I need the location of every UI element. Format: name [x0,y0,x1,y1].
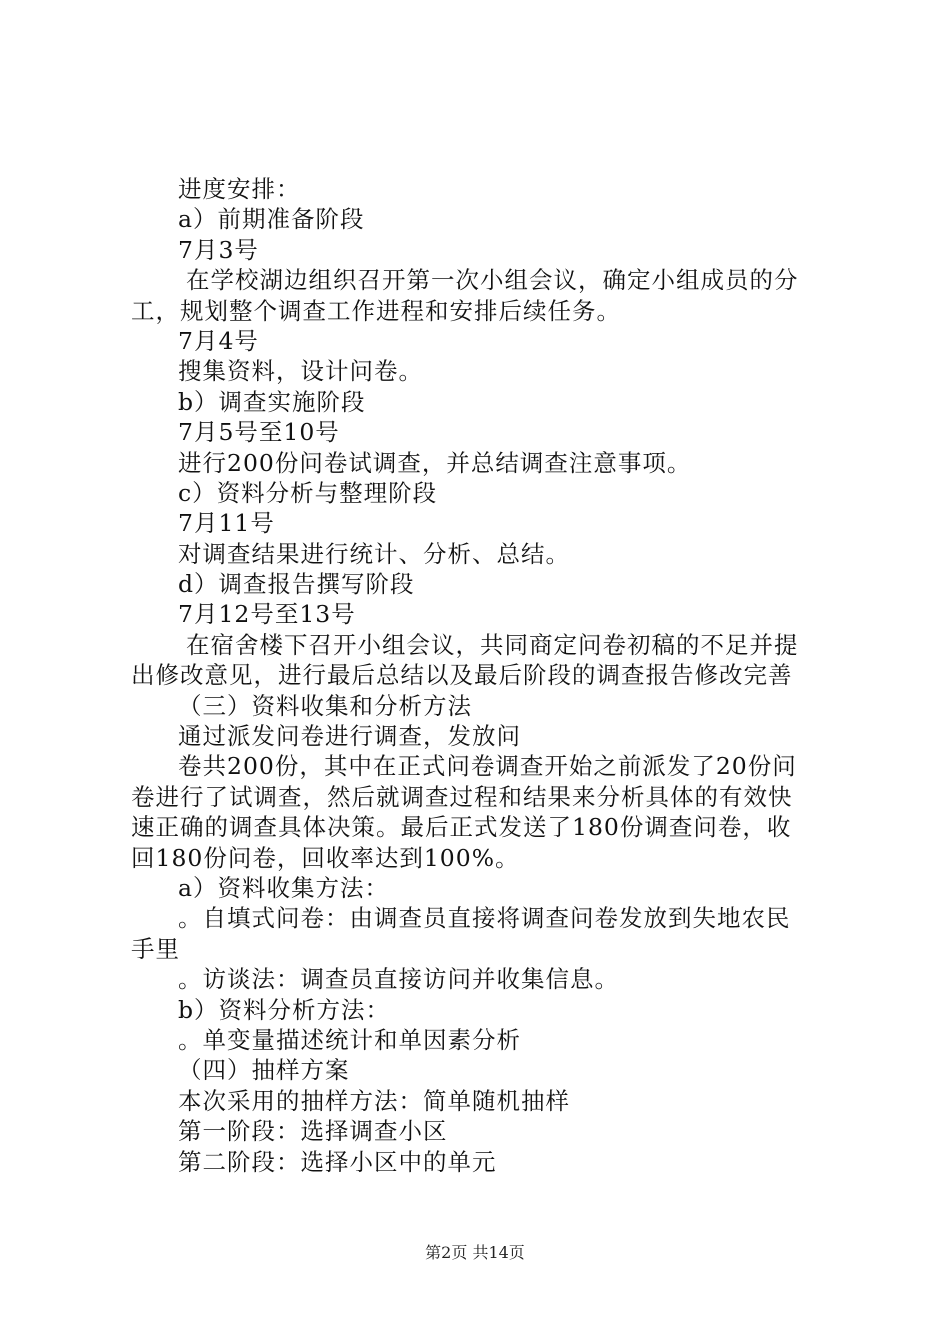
text-line: c）资料分析与整理阶段 [178,478,438,507]
text-line: 速正确的调查具体决策。最后正式发送了180份调查问卷，收 [131,813,792,842]
text-line: d）调查报告撰写阶段 [178,570,415,599]
text-line: 卷进行了试调查，然后就调查过程和结果来分析具体的有效快 [131,782,793,811]
text-line: 出修改意见，进行最后总结以及最后阶段的调查报告修改完善 [131,661,793,690]
text-line: 对调查结果进行统计、分析、总结。 [178,539,570,568]
text-line: 进度安排： [178,175,301,203]
text-line: a）前期准备阶段 [178,205,365,234]
text-line: a）资料收集方法： [178,873,390,902]
document-body [131,174,831,1177]
text-line: b）资料分析方法： [178,995,391,1024]
text-line: 本次采用的抽样方法：简单随机抽样 [178,1086,570,1115]
text-line: 卷共200份，其中在正式问卷调查开始之前派发了20份问 [178,752,797,781]
text-line: 7月5号至10号 [178,418,340,447]
text-line: （四）抽样方案 [178,1056,350,1085]
text-line: 工，规划整个调查工作进程和安排后续任务。 [131,296,621,325]
text-line: 7月3号 [178,235,259,264]
text-line: b）调查实施阶段 [178,387,366,416]
text-line: 7月4号 [178,326,259,355]
text-line: 7月12号至13号 [178,600,356,629]
text-line: 手里 [131,934,180,963]
text-line: 。访谈法：调查员直接访问并收集信息。 [178,965,619,994]
text-line: 通过派发问卷进行调查，发放问 [178,722,521,751]
text-line: （三）资料收集和分析方法 [178,691,472,720]
text-line: 7月11号 [178,509,275,538]
text-line: 在学校湖边组织召开第一次小组会议，确定小组成员的分 [186,266,799,295]
page-footer: 第2页 共14页 [425,1243,525,1262]
text-line: 进行200份问卷试调查，并总结调查注意事项。 [178,448,692,477]
text-line: 。单变量描述统计和单因素分析 [178,1025,521,1054]
text-line: 回180份问卷，回收率达到100%。 [131,843,520,872]
text-line: 第一阶段：选择调查小区 [178,1117,448,1146]
text-line: 在宿舍楼下召开小组会议，共同商定问卷初稿的不足并提 [186,630,799,659]
text-line: 第二阶段：选择小区中的单元 [178,1147,497,1176]
text-line: 。自填式问卷：由调查员直接将调查问卷发放到失地农民 [178,904,791,933]
text-line: 搜集资料，设计问卷。 [178,357,423,386]
